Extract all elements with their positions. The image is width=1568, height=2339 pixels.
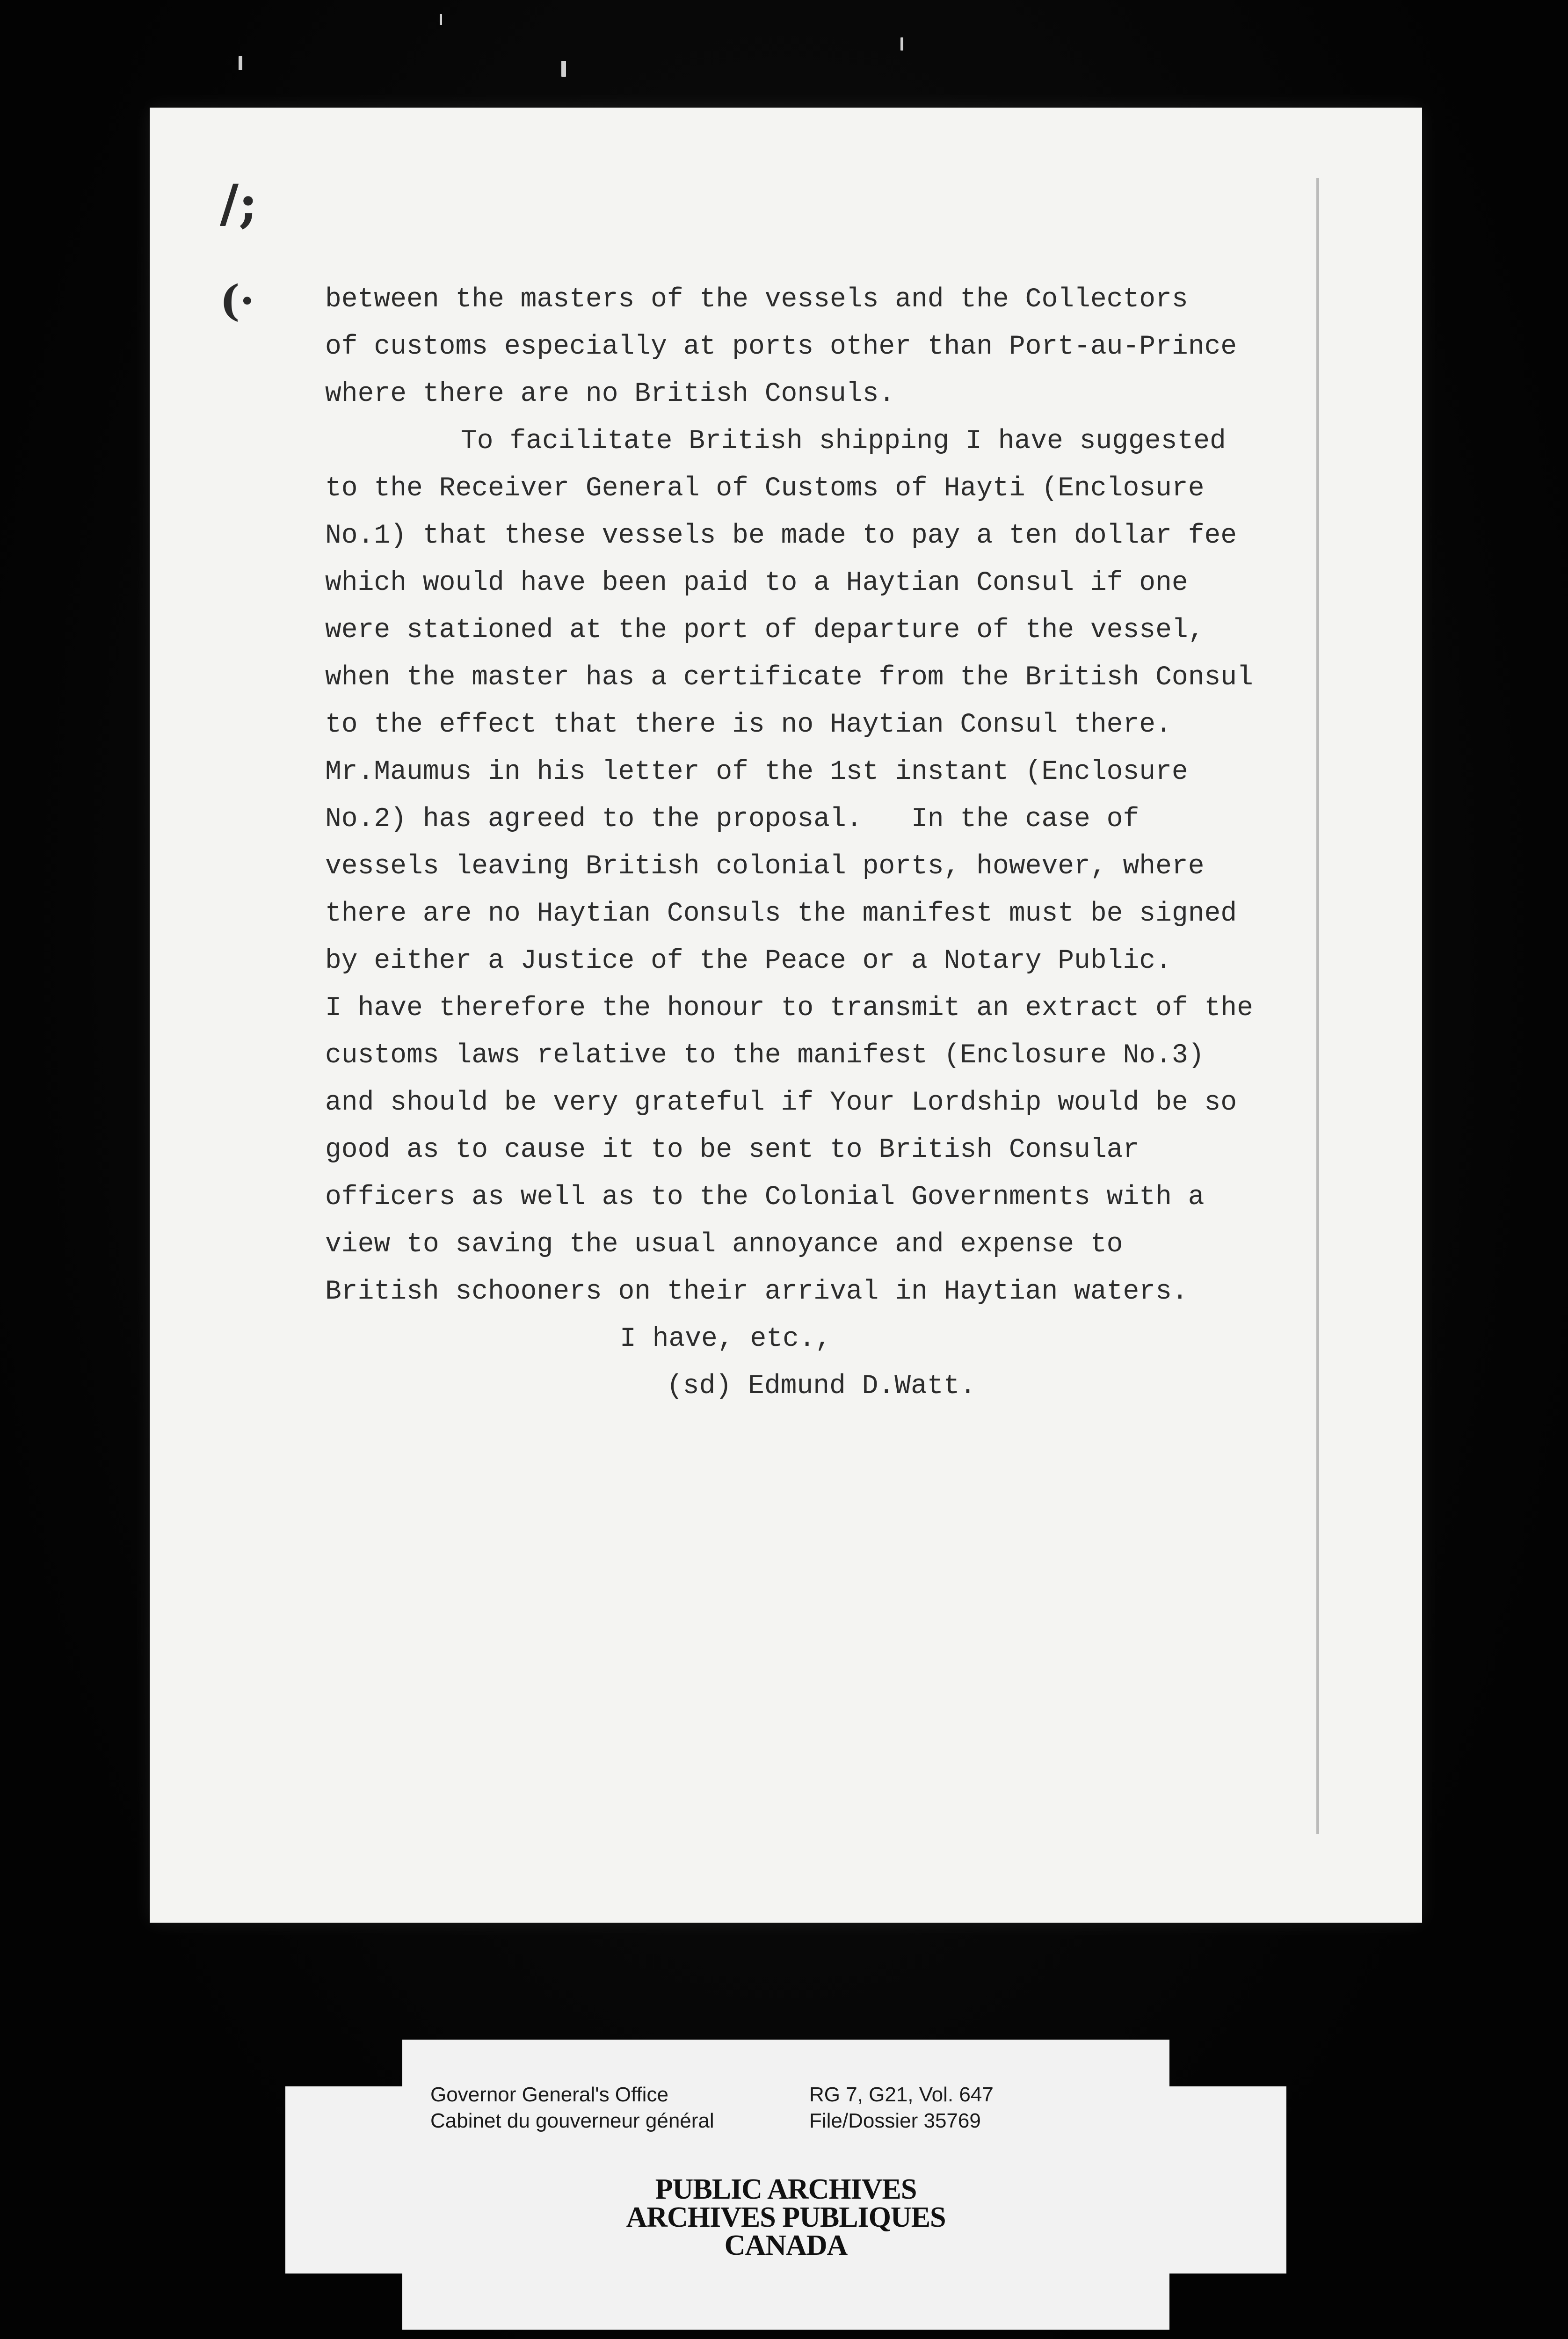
letter-closing: I have, etc.,: [620, 1324, 832, 1354]
archive-reference: [809, 2082, 994, 2134]
office-name-en: Governor General's Office: [430, 2083, 668, 2106]
archive-label: [402, 2040, 1169, 2330]
film-speck: [440, 14, 442, 25]
letter-line: to the Receiver General of Customs of Hayti (Enclosure: [325, 473, 1205, 504]
record-group: RG 7, G21, Vol. 647: [809, 2083, 994, 2106]
letter-line: between the masters of the vessels and the Collectors: [325, 284, 1188, 315]
stamp-line-country: CANADA: [724, 2230, 848, 2261]
stamp-line-en: PUBLIC ARCHIVES: [655, 2173, 917, 2205]
letter-signature: (sd) Edmund D.Watt.: [667, 1371, 976, 1402]
letter-line: which would have been paid to a Haytian Consul if one: [325, 568, 1188, 598]
office-name-fr: Cabinet du gouverneur général: [430, 2109, 714, 2132]
letter-line: officers as well as to the Colonial Governments with a: [325, 1182, 1205, 1213]
stamp-line-fr: ARCHIVES PUBLIQUES: [626, 2201, 946, 2233]
letter-line: when the master has a certificate from the British Consul: [325, 662, 1253, 693]
letter-line: by either a Justice of the Peace or a Notary Public.: [325, 946, 1172, 976]
office-names: [430, 2082, 714, 2134]
letter-line: No.1) that these vessels be made to pay a ten dollar fee: [325, 521, 1237, 551]
letter-line: I have therefore the honour to transmit an extract of the: [325, 993, 1253, 1024]
letter-line: there are no Haytian Consuls the manifest must be signed: [325, 899, 1237, 929]
letter-line: view to saving the usual annoyance and expense to: [325, 1229, 1123, 1260]
letter-line: No.2) has agreed to the proposal. In the case of: [325, 804, 1140, 835]
letter-line: vessels leaving British colonial ports, however, where: [325, 851, 1205, 882]
margin-pencil-mark: /;: [220, 173, 258, 233]
letter-line: where there are no British Consuls.: [325, 379, 895, 409]
letter-body: [325, 276, 1251, 1410]
page-fold-edge: [1316, 178, 1319, 1834]
letter-line: were stationed at the port of departure of the vessel,: [325, 615, 1205, 646]
letter-line: customs laws relative to the manifest (Enclosure No.3): [325, 1040, 1205, 1071]
letter-line: to the effect that there is no Haytian Consul there.: [325, 710, 1172, 740]
film-speck: [561, 61, 566, 77]
letter-line: To facilitate British shipping I have suggested: [461, 426, 1226, 457]
film-speck: [900, 37, 903, 51]
margin-pencil-mark: (·: [220, 276, 254, 326]
letter-line: British schooners on their arrival in Haytian waters.: [325, 1277, 1188, 1307]
letter-line: of customs especially at ports other than Port-au-Prince: [325, 332, 1237, 362]
letter-line: and should be very grateful if Your Lordship would be so: [325, 1088, 1237, 1118]
file-number: File/Dossier 35769: [809, 2109, 981, 2132]
letter-line: Mr.Maumus in his letter of the 1st instant (Enclosure: [325, 757, 1188, 787]
archives-stamp: [402, 2175, 1169, 2259]
letter-line: good as to cause it to be sent to British Consular: [325, 1135, 1140, 1165]
film-speck: [239, 56, 242, 70]
